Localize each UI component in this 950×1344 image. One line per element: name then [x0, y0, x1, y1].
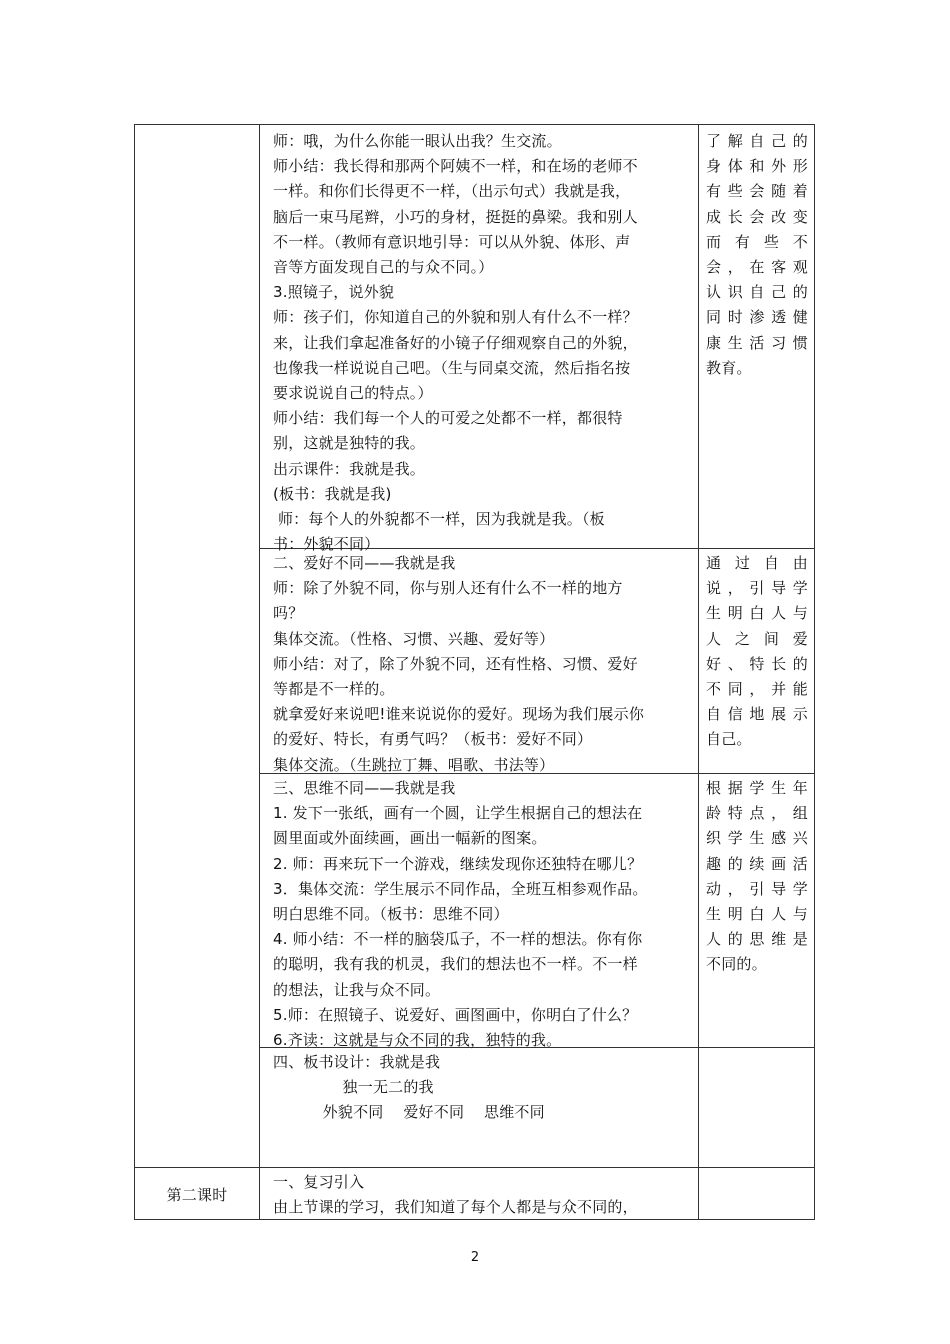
- section-heading: 三、思维不同——我就是我: [273, 779, 456, 797]
- text-line: 3.照镜子，说外貌: [273, 283, 395, 302]
- text-line: 的爱好、特长，有勇气吗？（板书：爱好不同）: [273, 730, 593, 749]
- note-line: 生明白人与: [706, 604, 808, 623]
- text-line: 5.师：在照镜子、说爱好、画图画中，你明白了什么？: [273, 1005, 638, 1024]
- note-line: 根据学生年: [706, 779, 808, 797]
- row3-note-cell: [706, 776, 808, 978]
- text-line: 脑后一束马尾辫，小巧的身材，挺挺的鼻梁。我和别人: [273, 207, 638, 226]
- text-line: 由上节课的学习，我们知道了每个人都是与众不同的，: [273, 1198, 638, 1217]
- text-line: 1. 发下一张纸，画有一个圆，让学生根据自己的想法在: [273, 804, 643, 823]
- board-items: 外貌不同 爱好不同 思维不同: [273, 1103, 545, 1122]
- text-line: 不一样。（教师有意识地引导：可以从外貌、体形、声: [273, 232, 631, 251]
- note-line: 不同，并能: [706, 680, 808, 699]
- text-line: 来，让我们拿起准备好的小镜子仔细观察自己的外貌，: [273, 333, 638, 352]
- note-line: 教育。: [706, 358, 752, 377]
- note-line: 龄特点，组: [706, 804, 808, 823]
- row3-main-cell: [273, 776, 693, 1053]
- text-line: 要求说说自己的特点。）: [273, 384, 433, 403]
- column-divider-left: [259, 125, 260, 1219]
- lesson-label-text: 第二课时: [166, 1186, 228, 1204]
- note-line: 趣的续画活: [706, 854, 808, 873]
- text-line: 2. 师：再来玩下一个游戏，继续发现你还独特在哪儿？: [273, 854, 643, 873]
- page-number: 2: [470, 1250, 480, 1265]
- note-line: 身体和外形: [706, 157, 808, 176]
- row2-main-cell: [273, 551, 693, 778]
- text-line: 师小结：对了，除了外貌不同，还有性格、习惯、爱好: [273, 654, 638, 673]
- note-line: 了解自己的: [706, 132, 808, 150]
- note-line: 说，引导学: [706, 579, 808, 598]
- note-line: 人之间爱: [706, 629, 808, 648]
- note-line: 会，在客观: [706, 258, 808, 277]
- note-line: 而有些不: [706, 232, 808, 251]
- text-line: 师：除了外貌不同，你与别人还有什么不一样的地方: [273, 579, 623, 598]
- text-line: 师小结：我们每一个人的可爱之处都不一样，都很特: [273, 409, 623, 428]
- row2-note-cell: [706, 551, 808, 753]
- note-line: 认识自己的: [706, 283, 808, 302]
- note-line: 织学生感兴: [706, 829, 808, 848]
- column-divider-right: [698, 125, 699, 1219]
- section-heading: 二、爱好不同——我就是我: [273, 554, 456, 572]
- text-line: 集体交流。（性格、习惯、兴趣、爱好等）: [273, 629, 555, 648]
- note-line: 好、特长的: [706, 654, 808, 673]
- note-line: 自己。: [706, 730, 752, 749]
- text-line: 等都是不一样的。: [273, 680, 395, 699]
- text-line: 明白思维不同。（板书：思维不同）: [273, 905, 509, 924]
- text-line: 师：孩子们，你知道自己的外貌和别人有什么不一样？: [273, 308, 638, 327]
- text-line: 师：哦，为什么你能一眼认出我？生交流。: [273, 132, 562, 150]
- text-line: 师：每个人的外貌都不一样，因为我就是我。（板: [273, 510, 605, 529]
- text-line: (板书：我就是我): [273, 484, 392, 503]
- text-line: 吗？: [273, 604, 304, 623]
- section-heading: 一、复习引入: [273, 1173, 365, 1191]
- note-line: 有些会随着: [706, 182, 808, 201]
- text-line: 一样。和你们长得更不一样，（出示句式）我就是我，: [273, 182, 631, 201]
- note-line: 人的思维是: [706, 930, 808, 949]
- text-line: 的想法，让我与众不同。: [273, 980, 441, 999]
- text-line: 3．集体交流：学生展示不同作品，全班互相参观作品。: [273, 879, 648, 898]
- text-line: 的聪明，我有我的机灵，我们的想法也不一样。不一样: [273, 955, 638, 974]
- text-line: 别，这就是独特的我。: [273, 434, 426, 453]
- row-divider-4: [135, 1167, 814, 1168]
- text-line: 音等方面发现自己的与众不同。）: [273, 258, 494, 277]
- note-line: 动，引导学: [706, 879, 808, 898]
- row1-main-cell: [273, 129, 693, 557]
- note-line: 生明白人与: [706, 905, 808, 924]
- board-title: 独一无二的我: [273, 1078, 434, 1097]
- row5-main-cell: [273, 1170, 693, 1220]
- text-line: 6.齐读：这就是与众不同的我，独特的我。: [273, 1031, 562, 1050]
- row1-note-cell: [706, 129, 808, 381]
- lesson-label: [135, 1183, 259, 1208]
- text-line: 出示课件：我就是我。: [273, 459, 426, 478]
- text-line: 圆里面或外面续画，画出一幅新的图案。: [273, 829, 547, 848]
- text-line: 4. 师小结：不一样的脑袋瓜子，不一样的想法。你有你: [273, 930, 643, 949]
- section-heading: 四、板书设计：我就是我: [273, 1053, 441, 1071]
- text-line: 也像我一样说说自己吧。（生与同桌交流，然后指名按: [273, 358, 631, 377]
- text-line: 师小结：我长得和那两个阿姨不一样，和在场的老师不: [273, 157, 638, 176]
- note-line: 同时渗透健: [706, 308, 808, 327]
- lesson-plan-table: [134, 124, 815, 1220]
- row4-main-cell: [273, 1050, 693, 1126]
- note-line: 成长会改变: [706, 207, 808, 226]
- note-line: 康生活习惯: [706, 333, 808, 352]
- note-line: 不同的。: [706, 955, 767, 974]
- text-line: 集体交流。（生跳拉丁舞、唱歌、书法等）: [273, 755, 555, 774]
- note-line: 自信地展示: [706, 705, 808, 724]
- note-line: 通过自由: [706, 554, 808, 572]
- text-line: 书：外貌不同）: [273, 535, 380, 554]
- text-line: 就拿爱好来说吧!谁来说说你的爱好。现场为我们展示你: [273, 705, 645, 724]
